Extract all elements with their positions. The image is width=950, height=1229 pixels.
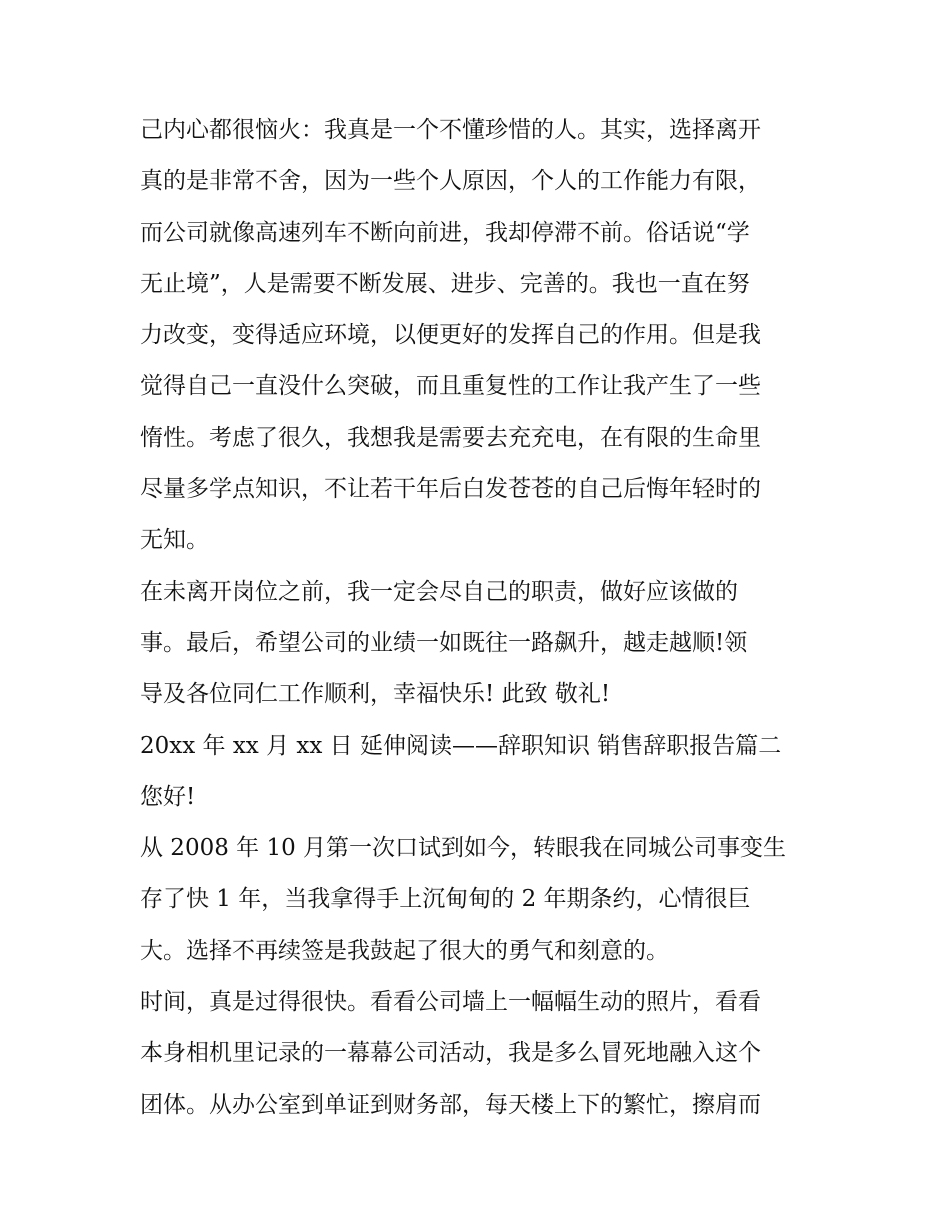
text-line: 从 2008 年 10 月第一次口试到如今，转眼我在同城公司事变生	[140, 835, 787, 862]
text-line: 而公司就像高速列车不断向前进，我却停滞不前。俗话说“学	[140, 219, 750, 246]
text-line: 在未离开岗位之前，我一定会尽自己的职责，做好应该做的	[140, 578, 738, 605]
text-line: 存了快 1 年，当我拿得手上沉甸甸的 2 年期条约，心情很巨	[140, 886, 751, 913]
text-line: 无止境”，人是需要不断发展、进步、完善的。我也一直在努	[140, 270, 750, 297]
text-line: 时间，真是过得很快。看看公司墙上一幅幅生动的照片，看看	[140, 989, 761, 1016]
text-line: 己内心都很恼火：我真是一个不懂珍惜的人。其实，选择离开	[140, 117, 761, 143]
text-line: 惰性。考虑了很久，我想我是需要去充充电，在有限的生命里	[140, 424, 761, 451]
document-body	[140, 105, 820, 1131]
text-line: 无知。	[140, 527, 209, 554]
text-line: 团体。从办公室到单证到财务部，每天楼上下的繁忙，擦肩而	[140, 1091, 761, 1118]
text-line: 事。最后，希望公司的业绩一如既往一路飙升，越走越顺!领	[140, 629, 748, 656]
text-line: 20xx 年 xx 月 xx 日 延伸阅读——辞职知识 销售辞职报告篇二	[140, 732, 782, 759]
text-line: 力改变，变得适应环境，以便更好的发挥自己的作用。但是我	[140, 322, 761, 349]
paragraph-date-heading	[140, 721, 820, 772]
paragraph-contract	[140, 823, 820, 977]
text-line: 尽量多学点知识，不让若干年后白发苍苍的自己后悔年轻时的	[140, 476, 761, 503]
text-line: 觉得自己一直没什么突破，而且重复性的工作让我产生了一些	[140, 373, 761, 400]
text-line: 导及各位同仁工作顺利，幸福快乐! 此致 敬礼!	[140, 681, 611, 708]
paragraph-greeting	[140, 772, 820, 823]
text-line: 您好!	[140, 783, 196, 810]
paragraph-closing	[140, 567, 820, 721]
text-line: 真的是非常不舍，因为一些个人原因，个人的工作能力有限，	[140, 168, 761, 195]
text-line: 本身相机里记录的一幕幕公司活动，我是多么冒死地融入这个	[140, 1040, 761, 1067]
paragraph-resignation-reason	[140, 105, 820, 567]
text-line: 大。选择不再续签是我鼓起了很大的勇气和刻意的。	[140, 937, 669, 964]
paragraph-memories	[140, 977, 820, 1131]
